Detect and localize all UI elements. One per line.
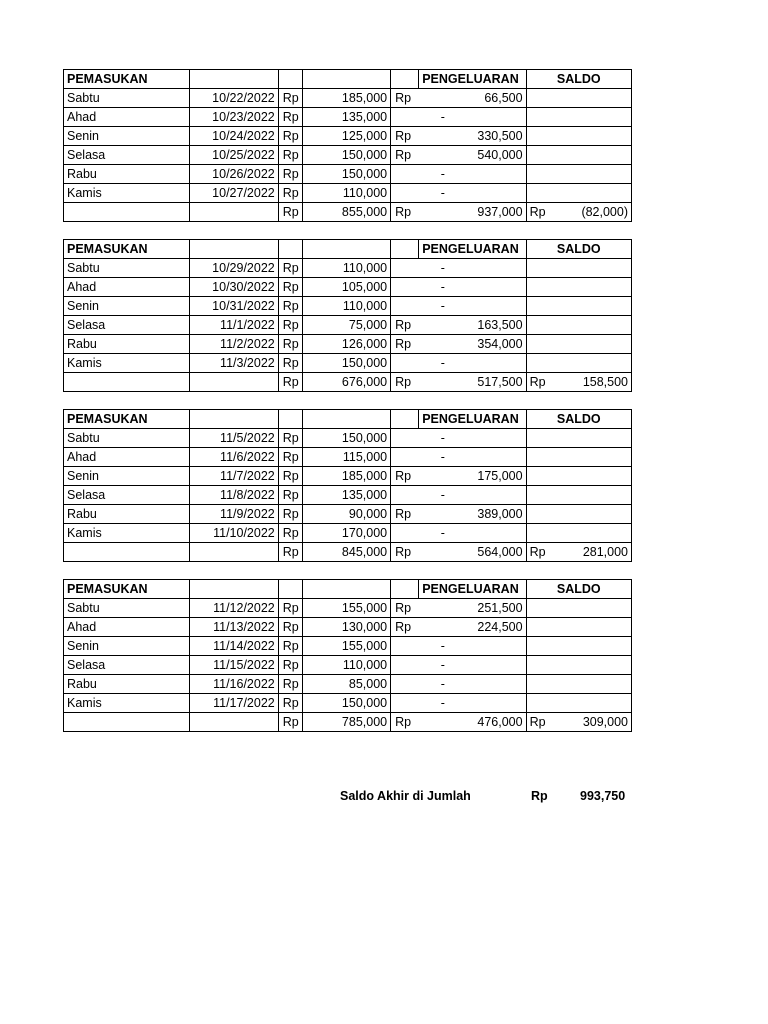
income-amount-cell: 115,000 xyxy=(302,448,390,467)
expense-amount-cell: - xyxy=(419,429,526,448)
day-cell: Rabu xyxy=(64,675,190,694)
expense-amount-cell: 224,500 xyxy=(419,618,526,637)
table-row xyxy=(64,259,632,278)
income-amount-cell: 135,000 xyxy=(302,108,390,127)
table-row xyxy=(64,524,632,543)
total-income-amount: 855,000 xyxy=(302,203,390,222)
table-row xyxy=(64,505,632,524)
date-cell: 10/29/2022 xyxy=(190,259,278,278)
income-currency-cell: Rp xyxy=(278,637,302,656)
expense-amount-cell: - xyxy=(419,486,526,505)
income-currency-cell: Rp xyxy=(278,184,302,203)
empty-cell xyxy=(278,240,302,259)
income-currency-cell: Rp xyxy=(278,259,302,278)
empty-cell xyxy=(526,486,631,505)
empty-cell xyxy=(526,335,631,354)
table-row xyxy=(64,335,632,354)
expense-cell xyxy=(391,637,419,656)
balance-cell xyxy=(526,713,631,732)
empty-cell xyxy=(190,410,278,429)
total-expense-amount: 564,000 xyxy=(419,543,526,562)
income-currency-cell: Rp xyxy=(278,316,302,335)
expense-header: PENGELUARAN xyxy=(419,410,526,429)
date-cell: 11/14/2022 xyxy=(190,637,278,656)
day-cell: Rabu xyxy=(64,335,190,354)
balance-currency: Rp xyxy=(529,375,546,389)
empty-cell xyxy=(526,108,631,127)
final-balance-currency: Rp xyxy=(531,789,548,803)
income-amount-cell: 110,000 xyxy=(302,656,390,675)
expense-amount-cell: 540,000 xyxy=(419,146,526,165)
total-expense-currency: Rp xyxy=(391,543,419,562)
date-cell: 11/13/2022 xyxy=(190,618,278,637)
expense-cell xyxy=(391,694,419,713)
income-amount-cell: 150,000 xyxy=(302,694,390,713)
empty-cell xyxy=(526,656,631,675)
day-cell: Selasa xyxy=(64,316,190,335)
income-currency-cell: Rp xyxy=(278,448,302,467)
header-row xyxy=(64,70,632,89)
empty-cell xyxy=(526,165,631,184)
empty-cell xyxy=(302,580,390,599)
day-cell: Ahad xyxy=(64,618,190,637)
income-amount-cell: 150,000 xyxy=(302,146,390,165)
empty-cell xyxy=(526,184,631,203)
income-currency-cell: Rp xyxy=(278,278,302,297)
income-currency-cell: Rp xyxy=(278,467,302,486)
expense-amount-cell: 175,000 xyxy=(419,467,526,486)
total-expense-currency: Rp xyxy=(391,373,419,392)
empty-cell xyxy=(302,410,390,429)
income-currency-cell: Rp xyxy=(278,146,302,165)
day-cell: Selasa xyxy=(64,146,190,165)
income-currency-cell: Rp xyxy=(278,89,302,108)
income-amount-cell: 110,000 xyxy=(302,259,390,278)
total-expense-amount: 937,000 xyxy=(419,203,526,222)
total-income-currency: Rp xyxy=(278,203,302,222)
income-amount-cell: 110,000 xyxy=(302,184,390,203)
expense-amount-cell: - xyxy=(419,448,526,467)
totals-row xyxy=(64,543,632,562)
week-table xyxy=(63,409,632,562)
income-currency-cell: Rp xyxy=(278,618,302,637)
empty-cell xyxy=(190,203,278,222)
empty-cell xyxy=(391,240,419,259)
income-header: PEMASUKAN xyxy=(64,580,190,599)
income-amount-cell: 90,000 xyxy=(302,505,390,524)
table-row xyxy=(64,675,632,694)
income-amount-cell: 185,000 xyxy=(302,467,390,486)
expense-cell xyxy=(391,108,419,127)
expense-currency-cell: Rp xyxy=(391,146,419,165)
expense-amount-cell: 163,500 xyxy=(419,316,526,335)
expense-amount-cell: - xyxy=(419,354,526,373)
empty-cell xyxy=(526,675,631,694)
income-amount-cell: 85,000 xyxy=(302,675,390,694)
empty-cell xyxy=(526,127,631,146)
expense-cell xyxy=(391,184,419,203)
table-row xyxy=(64,165,632,184)
header-row xyxy=(64,410,632,429)
expense-cell xyxy=(391,165,419,184)
expense-amount-cell: - xyxy=(419,297,526,316)
empty-cell xyxy=(302,70,390,89)
balance-amount: 281,000 xyxy=(582,545,628,559)
table-row xyxy=(64,108,632,127)
date-cell: 10/23/2022 xyxy=(190,108,278,127)
income-currency-cell: Rp xyxy=(278,108,302,127)
expense-amount-cell: 66,500 xyxy=(419,89,526,108)
empty-cell xyxy=(278,70,302,89)
week-table xyxy=(63,239,632,392)
expense-amount-cell: 354,000 xyxy=(419,335,526,354)
date-cell: 11/17/2022 xyxy=(190,694,278,713)
income-amount-cell: 185,000 xyxy=(302,89,390,108)
day-cell: Kamis xyxy=(64,694,190,713)
income-amount-cell: 155,000 xyxy=(302,637,390,656)
income-currency-cell: Rp xyxy=(278,675,302,694)
balance-amount: 158,500 xyxy=(582,375,628,389)
income-amount-cell: 150,000 xyxy=(302,429,390,448)
date-cell: 10/30/2022 xyxy=(190,278,278,297)
income-amount-cell: 150,000 xyxy=(302,354,390,373)
date-cell: 11/10/2022 xyxy=(190,524,278,543)
table-row xyxy=(64,486,632,505)
date-cell: 11/9/2022 xyxy=(190,505,278,524)
income-amount-cell: 75,000 xyxy=(302,316,390,335)
week-table xyxy=(63,579,632,732)
empty-cell xyxy=(526,637,631,656)
empty-cell xyxy=(526,467,631,486)
income-currency-cell: Rp xyxy=(278,354,302,373)
totals-row xyxy=(64,713,632,732)
empty-cell xyxy=(526,89,631,108)
balance-currency: Rp xyxy=(529,205,546,219)
day-cell: Ahad xyxy=(64,108,190,127)
table-row xyxy=(64,278,632,297)
empty-cell xyxy=(64,373,190,392)
total-expense-currency: Rp xyxy=(391,203,419,222)
balance-header: SALDO xyxy=(526,580,631,599)
income-currency-cell: Rp xyxy=(278,599,302,618)
expense-amount-cell: 330,500 xyxy=(419,127,526,146)
date-cell: 10/24/2022 xyxy=(190,127,278,146)
empty-cell xyxy=(526,278,631,297)
expense-currency-cell: Rp xyxy=(391,618,419,637)
date-cell: 11/12/2022 xyxy=(190,599,278,618)
week-table xyxy=(63,69,632,222)
empty-cell xyxy=(64,203,190,222)
day-cell: Kamis xyxy=(64,354,190,373)
expense-currency-cell: Rp xyxy=(391,316,419,335)
empty-cell xyxy=(278,410,302,429)
expense-cell xyxy=(391,524,419,543)
total-income-currency: Rp xyxy=(278,713,302,732)
day-cell: Kamis xyxy=(64,184,190,203)
income-amount-cell: 110,000 xyxy=(302,297,390,316)
expense-amount-cell: - xyxy=(419,637,526,656)
header-row xyxy=(64,580,632,599)
income-currency-cell: Rp xyxy=(278,486,302,505)
balance-cell xyxy=(526,373,631,392)
empty-cell xyxy=(526,259,631,278)
total-income-currency: Rp xyxy=(278,373,302,392)
day-cell: Senin xyxy=(64,127,190,146)
table-row xyxy=(64,618,632,637)
balance-currency: Rp xyxy=(529,545,546,559)
day-cell: Sabtu xyxy=(64,599,190,618)
income-amount-cell: 170,000 xyxy=(302,524,390,543)
date-cell: 11/7/2022 xyxy=(190,467,278,486)
empty-cell xyxy=(302,240,390,259)
empty-cell xyxy=(526,297,631,316)
date-cell: 11/3/2022 xyxy=(190,354,278,373)
expense-amount-cell: - xyxy=(419,694,526,713)
expense-currency-cell: Rp xyxy=(391,127,419,146)
expense-cell xyxy=(391,656,419,675)
date-cell: 11/2/2022 xyxy=(190,335,278,354)
empty-cell xyxy=(526,429,631,448)
table-row xyxy=(64,694,632,713)
table-row xyxy=(64,448,632,467)
date-cell: 10/25/2022 xyxy=(190,146,278,165)
expense-amount-cell: - xyxy=(419,165,526,184)
balance-header: SALDO xyxy=(526,70,631,89)
expense-amount-cell: - xyxy=(419,675,526,694)
empty-cell xyxy=(526,694,631,713)
day-cell: Kamis xyxy=(64,524,190,543)
income-amount-cell: 125,000 xyxy=(302,127,390,146)
expense-cell xyxy=(391,486,419,505)
empty-cell xyxy=(391,70,419,89)
empty-cell xyxy=(391,410,419,429)
balance-currency: Rp xyxy=(529,715,546,729)
expense-amount-cell: - xyxy=(419,259,526,278)
income-amount-cell: 150,000 xyxy=(302,165,390,184)
empty-cell xyxy=(64,543,190,562)
day-cell: Rabu xyxy=(64,165,190,184)
empty-cell xyxy=(190,240,278,259)
expense-cell xyxy=(391,448,419,467)
empty-cell xyxy=(391,580,419,599)
expense-currency-cell: Rp xyxy=(391,467,419,486)
balance-amount: (82,000) xyxy=(581,205,628,219)
empty-cell xyxy=(190,580,278,599)
day-cell: Ahad xyxy=(64,278,190,297)
table-row xyxy=(64,316,632,335)
day-cell: Senin xyxy=(64,467,190,486)
expense-currency-cell: Rp xyxy=(391,599,419,618)
table-row xyxy=(64,184,632,203)
expense-amount-cell: - xyxy=(419,656,526,675)
day-cell: Selasa xyxy=(64,486,190,505)
expense-cell xyxy=(391,259,419,278)
empty-cell xyxy=(526,505,631,524)
balance-cell xyxy=(526,543,631,562)
date-cell: 11/5/2022 xyxy=(190,429,278,448)
total-income-amount: 785,000 xyxy=(302,713,390,732)
final-balance-label: Saldo Akhir di Jumlah xyxy=(340,789,471,803)
final-balance-value: 993,750 xyxy=(580,789,626,803)
expense-amount-cell: - xyxy=(419,524,526,543)
date-cell: 10/22/2022 xyxy=(190,89,278,108)
date-cell: 11/1/2022 xyxy=(190,316,278,335)
income-amount-cell: 105,000 xyxy=(302,278,390,297)
empty-cell xyxy=(190,70,278,89)
empty-cell xyxy=(526,354,631,373)
total-income-currency: Rp xyxy=(278,543,302,562)
empty-cell xyxy=(526,146,631,165)
expense-currency-cell: Rp xyxy=(391,335,419,354)
expense-header: PENGELUARAN xyxy=(419,580,526,599)
expense-header: PENGELUARAN xyxy=(419,70,526,89)
income-currency-cell: Rp xyxy=(278,524,302,543)
income-currency-cell: Rp xyxy=(278,505,302,524)
date-cell: 11/16/2022 xyxy=(190,675,278,694)
empty-cell xyxy=(278,580,302,599)
table-row xyxy=(64,297,632,316)
income-amount-cell: 126,000 xyxy=(302,335,390,354)
income-header: PEMASUKAN xyxy=(64,240,190,259)
table-row xyxy=(64,146,632,165)
expense-amount-cell: - xyxy=(419,108,526,127)
expense-cell xyxy=(391,297,419,316)
total-income-amount: 845,000 xyxy=(302,543,390,562)
expense-amount-cell: - xyxy=(419,184,526,203)
income-amount-cell: 155,000 xyxy=(302,599,390,618)
total-income-amount: 676,000 xyxy=(302,373,390,392)
income-header: PEMASUKAN xyxy=(64,410,190,429)
income-amount-cell: 130,000 xyxy=(302,618,390,637)
day-cell: Senin xyxy=(64,637,190,656)
empty-cell xyxy=(526,599,631,618)
day-cell: Senin xyxy=(64,297,190,316)
empty-cell xyxy=(190,713,278,732)
table-row xyxy=(64,127,632,146)
expense-cell xyxy=(391,354,419,373)
total-expense-amount: 476,000 xyxy=(419,713,526,732)
income-currency-cell: Rp xyxy=(278,127,302,146)
header-row xyxy=(64,240,632,259)
table-row xyxy=(64,637,632,656)
balance-amount: 309,000 xyxy=(582,715,628,729)
date-cell: 11/6/2022 xyxy=(190,448,278,467)
expense-cell xyxy=(391,675,419,694)
day-cell: Ahad xyxy=(64,448,190,467)
total-expense-currency: Rp xyxy=(391,713,419,732)
income-currency-cell: Rp xyxy=(278,656,302,675)
income-currency-cell: Rp xyxy=(278,694,302,713)
expense-currency-cell: Rp xyxy=(391,89,419,108)
empty-cell xyxy=(526,316,631,335)
spreadsheet xyxy=(63,69,632,749)
empty-cell xyxy=(190,373,278,392)
balance-cell xyxy=(526,203,631,222)
empty-cell xyxy=(64,713,190,732)
expense-currency-cell: Rp xyxy=(391,505,419,524)
date-cell: 11/8/2022 xyxy=(190,486,278,505)
date-cell: 10/27/2022 xyxy=(190,184,278,203)
empty-cell xyxy=(190,543,278,562)
day-cell: Sabtu xyxy=(64,89,190,108)
date-cell: 10/31/2022 xyxy=(190,297,278,316)
table-row xyxy=(64,429,632,448)
empty-cell xyxy=(526,448,631,467)
income-header: PEMASUKAN xyxy=(64,70,190,89)
day-cell: Rabu xyxy=(64,505,190,524)
balance-header: SALDO xyxy=(526,240,631,259)
table-row xyxy=(64,354,632,373)
empty-cell xyxy=(526,618,631,637)
expense-cell xyxy=(391,278,419,297)
income-currency-cell: Rp xyxy=(278,165,302,184)
income-currency-cell: Rp xyxy=(278,335,302,354)
income-currency-cell: Rp xyxy=(278,297,302,316)
date-cell: 10/26/2022 xyxy=(190,165,278,184)
table-row xyxy=(64,599,632,618)
table-row xyxy=(64,89,632,108)
table-row xyxy=(64,467,632,486)
totals-row xyxy=(64,373,632,392)
income-currency-cell: Rp xyxy=(278,429,302,448)
expense-amount-cell: - xyxy=(419,278,526,297)
date-cell: 11/15/2022 xyxy=(190,656,278,675)
expense-header: PENGELUARAN xyxy=(419,240,526,259)
expense-cell xyxy=(391,429,419,448)
expense-amount-cell: 389,000 xyxy=(419,505,526,524)
balance-header: SALDO xyxy=(526,410,631,429)
total-expense-amount: 517,500 xyxy=(419,373,526,392)
day-cell: Selasa xyxy=(64,656,190,675)
day-cell: Sabtu xyxy=(64,259,190,278)
empty-cell xyxy=(526,524,631,543)
day-cell: Sabtu xyxy=(64,429,190,448)
table-row xyxy=(64,656,632,675)
totals-row xyxy=(64,203,632,222)
expense-amount-cell: 251,500 xyxy=(419,599,526,618)
income-amount-cell: 135,000 xyxy=(302,486,390,505)
